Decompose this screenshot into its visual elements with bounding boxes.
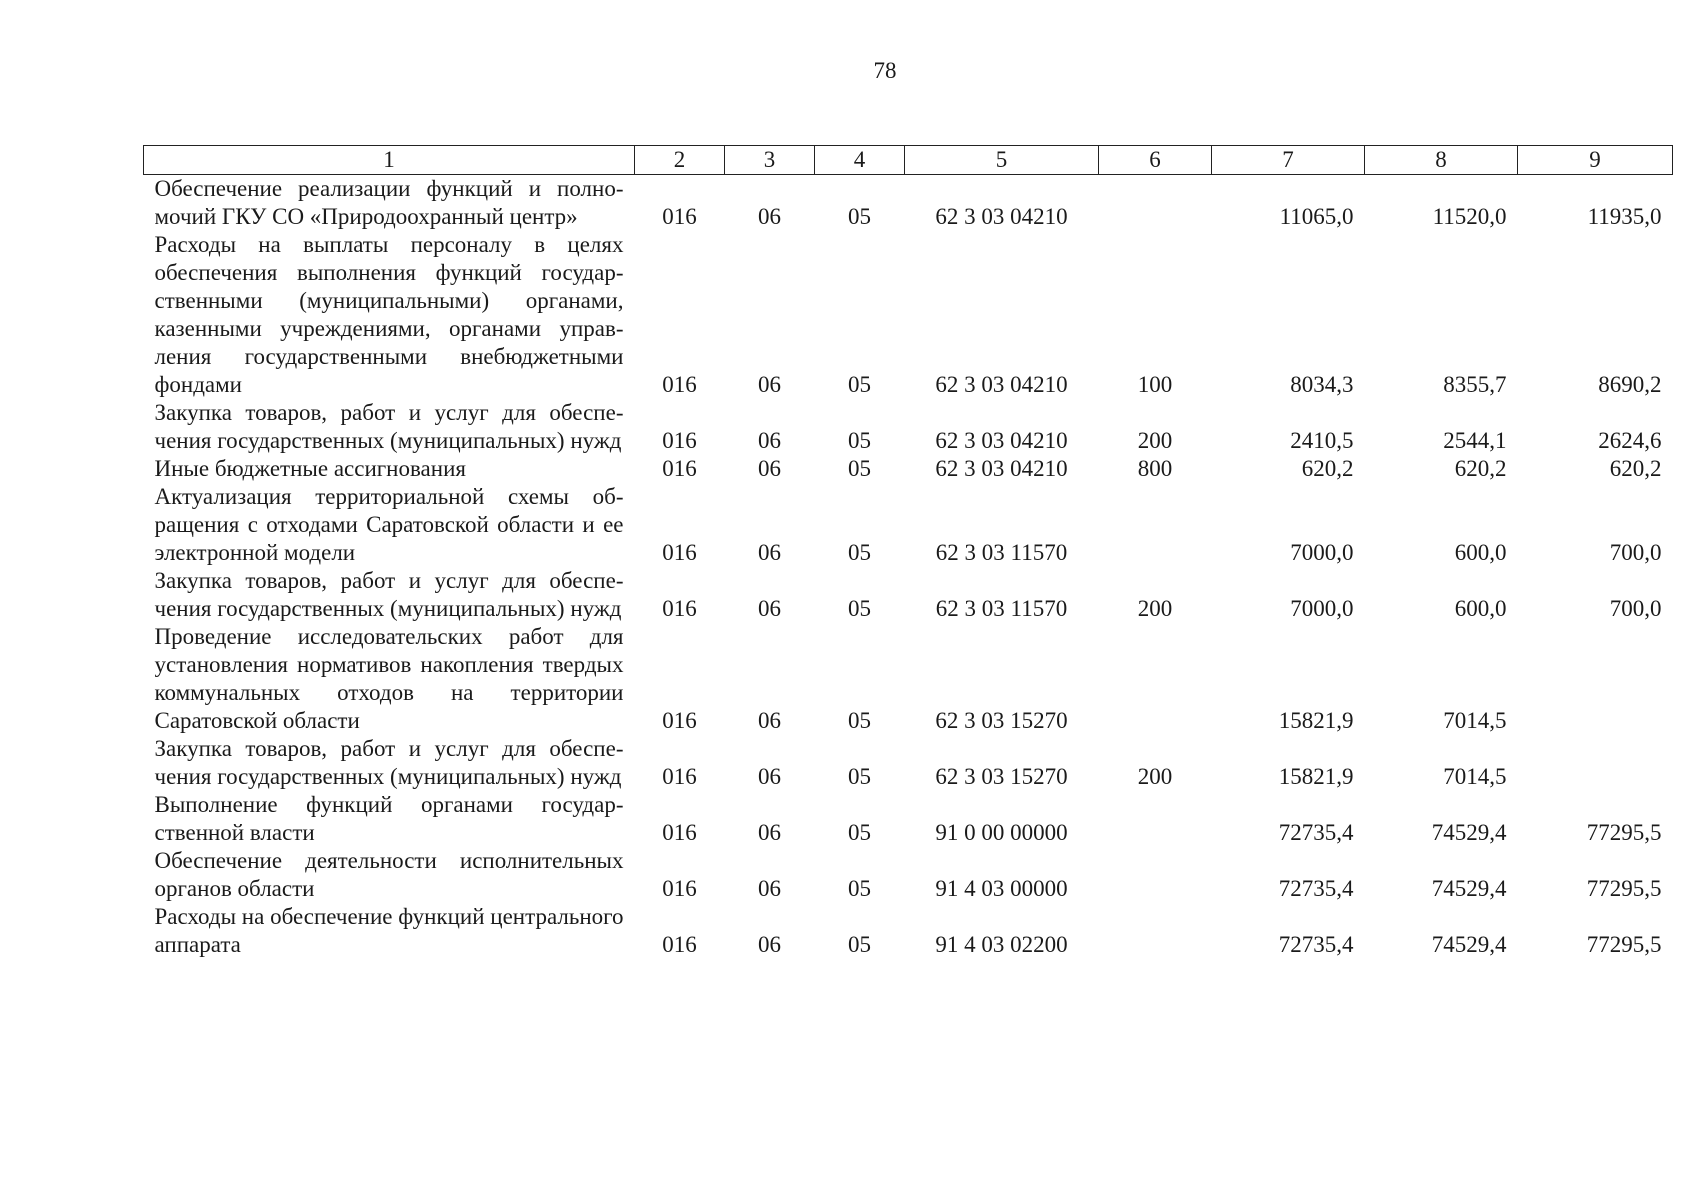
cell-2: 016 <box>662 708 697 733</box>
cell-6: 200 <box>1137 428 1173 453</box>
cell-2: 016 <box>662 372 697 397</box>
row-name: Закупка товаров, работ и услуг для обеспечения государственных (муниципальных) нужд <box>154 736 624 789</box>
cell-3: 06 <box>758 204 781 229</box>
cell-2: 016 <box>662 764 697 789</box>
cell-7: 72735,4 <box>1278 820 1354 845</box>
cell-2: 016 <box>662 820 697 845</box>
cell-3: 06 <box>758 428 781 453</box>
cell-2: 016 <box>662 456 697 481</box>
table-row <box>144 735 1673 791</box>
cell-9: 77295,5 <box>1586 932 1662 957</box>
cell-5: 91 4 03 00000 <box>935 876 1068 901</box>
cell-6 <box>1099 847 1212 903</box>
cell-7: 7000,0 <box>1290 596 1354 621</box>
cell-3: 06 <box>758 596 781 621</box>
cell-6: 800 <box>1137 456 1173 481</box>
cell-8: 7014,5 <box>1443 764 1507 789</box>
table-row <box>144 567 1673 623</box>
column-header: 2 <box>635 146 725 175</box>
cell-6: 100 <box>1137 372 1173 397</box>
budget-table <box>143 145 1673 959</box>
cell-2: 016 <box>662 596 697 621</box>
cell-8: 74529,4 <box>1431 820 1507 845</box>
cell-9: 8690,2 <box>1598 372 1662 397</box>
cell-5: 62 3 03 15270 <box>935 764 1068 789</box>
cell-3: 06 <box>758 372 781 397</box>
cell-8: 600,0 <box>1454 596 1507 621</box>
cell-8: 620,2 <box>1454 456 1507 481</box>
row-name: Иные бюджетные ассигнования <box>154 456 466 481</box>
cell-8: 600,0 <box>1454 540 1507 565</box>
cell-4: 05 <box>848 596 871 621</box>
table-header-row <box>144 146 1673 175</box>
row-name: Закупка товаров, работ и услуг для обеспечения государственных (муниципальных) нужд <box>154 568 624 621</box>
cell-9: 11935,0 <box>1587 204 1662 229</box>
cell-6 <box>1099 791 1212 847</box>
cell-7: 7000,0 <box>1290 540 1354 565</box>
cell-9: 620,2 <box>1609 456 1662 481</box>
cell-4: 05 <box>848 204 871 229</box>
cell-7: 72735,4 <box>1278 876 1354 901</box>
cell-8: 11520,0 <box>1432 204 1507 229</box>
cell-3: 06 <box>758 932 781 957</box>
row-name: Актуализация территориальной схемы обращения с отходами Саратовской области и ее электронной модели <box>154 484 624 565</box>
column-header: 5 <box>905 146 1099 175</box>
cell-8: 2544,1 <box>1443 428 1507 453</box>
cell-6: 200 <box>1137 764 1173 789</box>
cell-5: 62 3 03 15270 <box>935 708 1068 733</box>
cell-7: 620,2 <box>1301 456 1354 481</box>
cell-9: 700,0 <box>1609 596 1662 621</box>
row-name: Проведение исследовательских работ для установления нормативов накопления твердых коммунальных отходов на территории Саратовской области <box>154 624 624 733</box>
column-header: 3 <box>725 146 815 175</box>
cell-5: 62 3 03 11570 <box>935 596 1068 621</box>
table-row <box>144 483 1673 567</box>
cell-8: 8355,7 <box>1443 372 1507 397</box>
cell-3: 06 <box>758 876 781 901</box>
cell-5: 62 3 03 04210 <box>935 456 1068 481</box>
cell-6 <box>1099 483 1212 567</box>
cell-7: 15821,9 <box>1278 764 1354 789</box>
row-name: Расходы на обеспечение функций центрального аппарата <box>154 904 624 957</box>
column-header: 8 <box>1365 146 1518 175</box>
cell-8: 74529,4 <box>1431 876 1507 901</box>
row-name: Обеспечение реализации функций и полномочий ГКУ СО «Природоохранный центр» <box>154 176 624 229</box>
cell-5: 62 3 03 04210 <box>935 372 1068 397</box>
row-name: Выполнение функций органами государственной власти <box>154 792 624 845</box>
row-name: Закупка товаров, работ и услуг для обеспечения государственных (муниципальных) нужд <box>154 400 624 453</box>
cell-4: 05 <box>848 428 871 453</box>
cell-5: 91 0 00 00000 <box>935 820 1068 845</box>
table-row <box>144 903 1673 959</box>
cell-2: 016 <box>662 876 697 901</box>
table-row <box>144 847 1673 903</box>
cell-5: 62 3 03 04210 <box>935 428 1068 453</box>
cell-4: 05 <box>848 764 871 789</box>
cell-4: 05 <box>848 372 871 397</box>
cell-3: 06 <box>758 540 781 565</box>
cell-9: 77295,5 <box>1586 820 1662 845</box>
cell-2: 016 <box>662 540 697 565</box>
cell-4: 05 <box>848 708 871 733</box>
cell-9 <box>1518 735 1673 791</box>
cell-6 <box>1099 623 1212 735</box>
cell-2: 016 <box>662 428 697 453</box>
table-row <box>144 455 1673 483</box>
cell-7: 72735,4 <box>1278 932 1354 957</box>
cell-2: 016 <box>662 932 697 957</box>
column-header: 1 <box>144 146 635 175</box>
row-name: Расходы на выплаты персоналу в целях обеспечения выполнения функций государственными (муниципальными) органами, казенными учреждениями, органами управления государственными внебюджетными фондами <box>154 232 624 397</box>
table-row <box>144 623 1673 735</box>
cell-4: 05 <box>848 540 871 565</box>
cell-2: 016 <box>662 204 697 229</box>
cell-8: 7014,5 <box>1443 708 1507 733</box>
page-number: 78 <box>873 58 897 83</box>
cell-3: 06 <box>758 708 781 733</box>
table-row <box>144 791 1673 847</box>
cell-7: 11065,0 <box>1279 204 1354 229</box>
table-row <box>144 399 1673 455</box>
cell-3: 06 <box>758 820 781 845</box>
column-header: 7 <box>1212 146 1365 175</box>
row-name: Обеспечение деятельности исполнительных органов области <box>154 848 624 901</box>
cell-6 <box>1099 175 1212 232</box>
cell-7: 2410,5 <box>1290 428 1354 453</box>
cell-4: 05 <box>848 876 871 901</box>
cell-3: 06 <box>758 456 781 481</box>
cell-7: 15821,9 <box>1278 708 1354 733</box>
cell-3: 06 <box>758 764 781 789</box>
cell-5: 91 4 03 02200 <box>935 932 1068 957</box>
cell-9 <box>1518 623 1673 735</box>
column-header: 9 <box>1518 146 1673 175</box>
table-body <box>144 175 1673 960</box>
cell-4: 05 <box>848 456 871 481</box>
cell-9: 77295,5 <box>1586 876 1662 901</box>
column-header: 6 <box>1099 146 1212 175</box>
table-row <box>144 175 1673 232</box>
table-row <box>144 231 1673 399</box>
cell-4: 05 <box>848 820 871 845</box>
cell-6 <box>1099 903 1212 959</box>
cell-9: 700,0 <box>1609 540 1662 565</box>
column-header: 4 <box>815 146 905 175</box>
cell-5: 62 3 03 11570 <box>935 540 1068 565</box>
cell-8: 74529,4 <box>1431 932 1507 957</box>
cell-7: 8034,3 <box>1290 372 1354 397</box>
cell-6: 200 <box>1137 596 1173 621</box>
cell-4: 05 <box>848 932 871 957</box>
cell-5: 62 3 03 04210 <box>935 204 1068 229</box>
cell-9: 2624,6 <box>1598 428 1662 453</box>
